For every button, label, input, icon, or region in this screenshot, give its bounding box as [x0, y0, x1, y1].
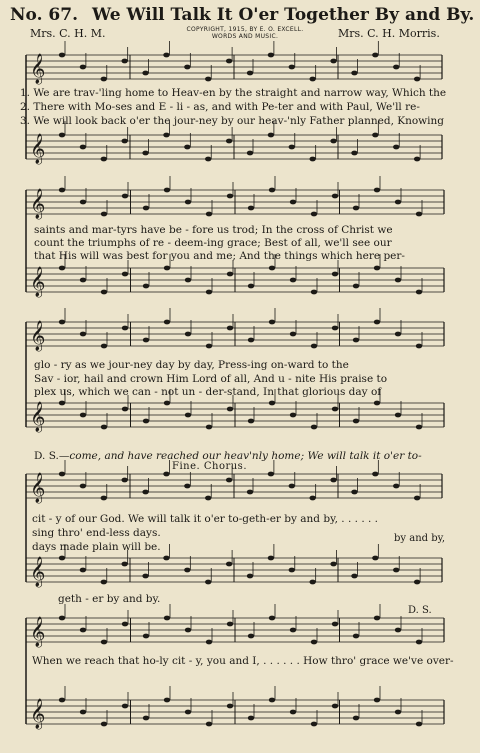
notehead: [311, 722, 317, 727]
s3-verse1: glo - ry as we jour-ney day by day, Press-ing on-ward to the: [34, 359, 349, 371]
notehead: [309, 496, 315, 501]
notehead: [122, 622, 128, 627]
notehead: [330, 59, 336, 64]
notehead: [122, 194, 128, 199]
notehead: [80, 145, 86, 150]
notehead: [185, 413, 191, 418]
notehead: [268, 133, 274, 138]
s3-verse3: plex us, which we can - not un - der-stand, In that glorious day of: [34, 386, 382, 398]
hymn-title-text: We Will Talk It O'er Together By and By.: [92, 5, 475, 25]
notehead: [121, 562, 127, 567]
notehead: [416, 344, 422, 349]
notehead: [121, 139, 127, 144]
notehead: [353, 634, 359, 639]
notehead: [59, 556, 65, 561]
notehead: [395, 628, 401, 633]
notehead: [248, 716, 254, 721]
notehead: [268, 53, 274, 58]
notehead: [80, 710, 86, 715]
notehead: [59, 698, 65, 703]
notehead: [332, 272, 338, 277]
ds-text: —come, and have reached our heav'nly home; We will talk it o'er to-: [58, 450, 422, 462]
notehead: [248, 206, 254, 211]
notehead: [247, 574, 253, 579]
notehead: [268, 556, 274, 561]
notehead: [247, 151, 253, 156]
notehead: [330, 139, 336, 144]
notehead: [59, 401, 65, 406]
notehead: [269, 401, 275, 406]
notehead: [309, 77, 315, 82]
notehead: [142, 71, 148, 76]
s3-verse2: Sav - ior, hail and crown Him Lord of all, And u - nite His praise to: [34, 373, 388, 385]
notehead: [227, 622, 233, 627]
notehead: [185, 278, 191, 283]
notehead: [311, 425, 317, 430]
notehead: [290, 332, 296, 337]
notehead: [290, 413, 296, 418]
notehead: [311, 290, 317, 295]
notehead: [309, 580, 315, 585]
notehead: [374, 266, 380, 271]
notehead: [121, 478, 127, 483]
notehead: [121, 59, 127, 64]
notehead: [351, 151, 357, 156]
notehead: [351, 574, 357, 579]
notehead: [164, 401, 170, 406]
s2-verse2: count the triumphs of re - deem-ing grace; Best of all, we'll see our: [34, 237, 392, 249]
bass-clef-icon: 𝄞: [30, 267, 46, 297]
notehead: [268, 472, 274, 477]
notehead: [101, 212, 107, 217]
notehead: [330, 562, 336, 567]
by-and-by: by and by,: [394, 533, 446, 544]
notehead: [227, 272, 233, 277]
treble-clef-icon: 𝄞: [30, 189, 46, 219]
copyright-line2: WORDS AND MUSIC.: [211, 33, 279, 40]
notehead: [185, 200, 191, 205]
notehead: [332, 704, 338, 709]
notehead: [395, 332, 401, 337]
notehead: [184, 65, 190, 70]
notehead: [164, 320, 170, 325]
notehead: [164, 188, 170, 193]
s1-verse3: 3. We will look back o'er the jour-ney by our heav-'nly Father planned, Knowing: [20, 115, 445, 127]
notehead: [332, 326, 338, 331]
notehead: [80, 568, 86, 573]
notehead: [227, 407, 233, 412]
notehead: [206, 425, 212, 430]
notehead: [248, 338, 254, 343]
notehead: [395, 278, 401, 283]
notehead: [414, 496, 420, 501]
notehead: [311, 344, 317, 349]
treble-clef-icon: 𝄞: [30, 54, 46, 84]
fine-chorus: Fine. Chorus.: [172, 461, 247, 472]
notehead: [248, 634, 254, 639]
notehead: [311, 640, 317, 645]
notehead: [248, 419, 254, 424]
notehead: [247, 490, 253, 495]
notehead: [122, 407, 128, 412]
s2-verse3: that His will was best for you and me; And the things which here per-: [34, 250, 405, 262]
notehead: [59, 472, 65, 477]
notehead: [59, 266, 65, 271]
notehead: [227, 194, 233, 199]
notehead: [290, 278, 296, 283]
notehead: [80, 200, 86, 205]
notehead: [163, 133, 169, 138]
notehead: [142, 490, 148, 495]
notehead: [205, 77, 211, 82]
notehead: [351, 490, 357, 495]
notehead: [122, 704, 128, 709]
notehead: [289, 65, 295, 70]
notehead: [205, 496, 211, 501]
notehead: [289, 568, 295, 573]
notehead: [59, 53, 65, 58]
notehead: [205, 580, 211, 585]
notehead: [80, 628, 86, 633]
notehead: [332, 194, 338, 199]
notehead: [351, 71, 357, 76]
notehead: [353, 284, 359, 289]
notehead: [309, 157, 315, 162]
notehead: [269, 616, 275, 621]
notehead: [164, 616, 170, 621]
notehead: [143, 716, 149, 721]
bass-clef-icon: 𝄞: [30, 402, 46, 432]
s4-line1: cit - y of our God. We will talk it o'er to-geth-er by and by, . . . . . .: [32, 513, 379, 525]
notehead: [416, 722, 422, 727]
notehead: [289, 484, 295, 489]
s4-line2: sing thro' end-less days.: [32, 527, 161, 539]
ds-label-2: D. S.: [408, 605, 432, 616]
notehead: [395, 200, 401, 205]
ds-label: D. S.: [34, 450, 59, 462]
notehead: [289, 145, 295, 150]
bass-clef-icon: 𝄞: [30, 134, 46, 164]
copyright-line1: COPYRIGHT, 1915, BY E. O. EXCELL.: [186, 26, 304, 33]
notehead: [332, 622, 338, 627]
bass-clef-icon: 𝄞: [30, 699, 46, 729]
notehead: [416, 290, 422, 295]
notehead: [59, 133, 65, 138]
notehead: [143, 419, 149, 424]
notehead: [393, 484, 399, 489]
notehead: [395, 413, 401, 418]
notehead: [247, 71, 253, 76]
notehead: [184, 568, 190, 573]
notehead: [101, 496, 107, 501]
notehead: [353, 206, 359, 211]
notehead: [206, 212, 212, 217]
notehead: [290, 200, 296, 205]
notehead: [80, 332, 86, 337]
notehead: [393, 568, 399, 573]
treble-clef-icon: 𝄞: [30, 473, 46, 503]
notehead: [374, 616, 380, 621]
notehead: [143, 338, 149, 343]
music-by: Mrs. C. H. Morris.: [338, 27, 440, 40]
notehead: [101, 580, 107, 585]
notehead: [416, 640, 422, 645]
notehead: [206, 640, 212, 645]
notehead: [372, 133, 378, 138]
hymn-number: No. 67.: [10, 5, 78, 25]
notehead: [416, 212, 422, 217]
notehead: [226, 59, 232, 64]
notehead: [101, 722, 107, 727]
notehead: [142, 574, 148, 579]
notehead: [143, 206, 149, 211]
notehead: [122, 272, 128, 277]
notehead: [393, 145, 399, 150]
notehead: [372, 53, 378, 58]
s2-verse1: saints and mar-tyrs have be - fore us trod; In the cross of Christ we: [34, 224, 393, 236]
bass-clef-icon: 𝄞: [30, 557, 46, 587]
notehead: [414, 580, 420, 585]
notehead: [372, 472, 378, 477]
notehead: [290, 628, 296, 633]
notehead: [80, 413, 86, 418]
notehead: [164, 266, 170, 271]
notehead: [393, 65, 399, 70]
notehead: [227, 704, 233, 709]
notehead: [372, 556, 378, 561]
notehead: [185, 332, 191, 337]
s4-line3: days made plain will be.: [32, 541, 161, 553]
treble-clef-icon: 𝄞: [30, 617, 46, 647]
notehead: [269, 188, 275, 193]
s1-verse1: 1. We are trav-'ling home to Heav-en by the straight and narrow way, Which the: [20, 87, 447, 99]
notehead: [59, 616, 65, 621]
notehead: [142, 151, 148, 156]
notehead: [226, 478, 232, 483]
notehead: [80, 65, 86, 70]
notehead: [206, 290, 212, 295]
notehead: [248, 284, 254, 289]
notehead: [185, 628, 191, 633]
notehead: [184, 145, 190, 150]
notehead: [330, 478, 336, 483]
notehead: [80, 278, 86, 283]
notehead: [101, 290, 107, 295]
notehead: [353, 338, 359, 343]
notehead: [374, 320, 380, 325]
notehead: [374, 698, 380, 703]
notehead: [227, 326, 233, 331]
notehead: [374, 401, 380, 406]
notehead: [269, 320, 275, 325]
notehead: [226, 562, 232, 567]
notehead: [353, 419, 359, 424]
notehead: [205, 157, 211, 162]
notehead: [226, 139, 232, 144]
notehead: [206, 344, 212, 349]
notehead: [59, 320, 65, 325]
notehead: [206, 722, 212, 727]
notehead: [101, 640, 107, 645]
notehead: [290, 710, 296, 715]
notehead: [185, 710, 191, 715]
notehead: [163, 53, 169, 58]
words-by: Mrs. C. H. M.: [30, 27, 106, 40]
notehead: [353, 716, 359, 721]
notehead: [101, 425, 107, 430]
notehead: [414, 77, 420, 82]
s1-verse2: 2. There with Mo-ses and E - li - as, and with Pe-ter and with Paul, We'll re-: [20, 101, 420, 113]
notehead: [395, 710, 401, 715]
notehead: [101, 157, 107, 162]
treble-clef-icon: 𝄞: [30, 321, 46, 351]
notehead: [269, 698, 275, 703]
notehead: [374, 188, 380, 193]
notehead: [184, 484, 190, 489]
notehead: [416, 425, 422, 430]
notehead: [414, 157, 420, 162]
s4-line-below: geth - er by and by.: [58, 593, 161, 605]
notehead: [332, 407, 338, 412]
notehead: [163, 472, 169, 477]
notehead: [122, 326, 128, 331]
notehead: [143, 284, 149, 289]
notehead: [269, 266, 275, 271]
notehead: [80, 484, 86, 489]
notehead: [143, 634, 149, 639]
notehead: [101, 77, 107, 82]
s5-line1: When we reach that ho-ly cit - y, you and I, . . . . . . How thro' grace we've over-: [32, 655, 454, 667]
notehead: [59, 188, 65, 193]
notehead: [164, 698, 170, 703]
notehead: [311, 212, 317, 217]
notehead: [163, 556, 169, 561]
notehead: [101, 344, 107, 349]
